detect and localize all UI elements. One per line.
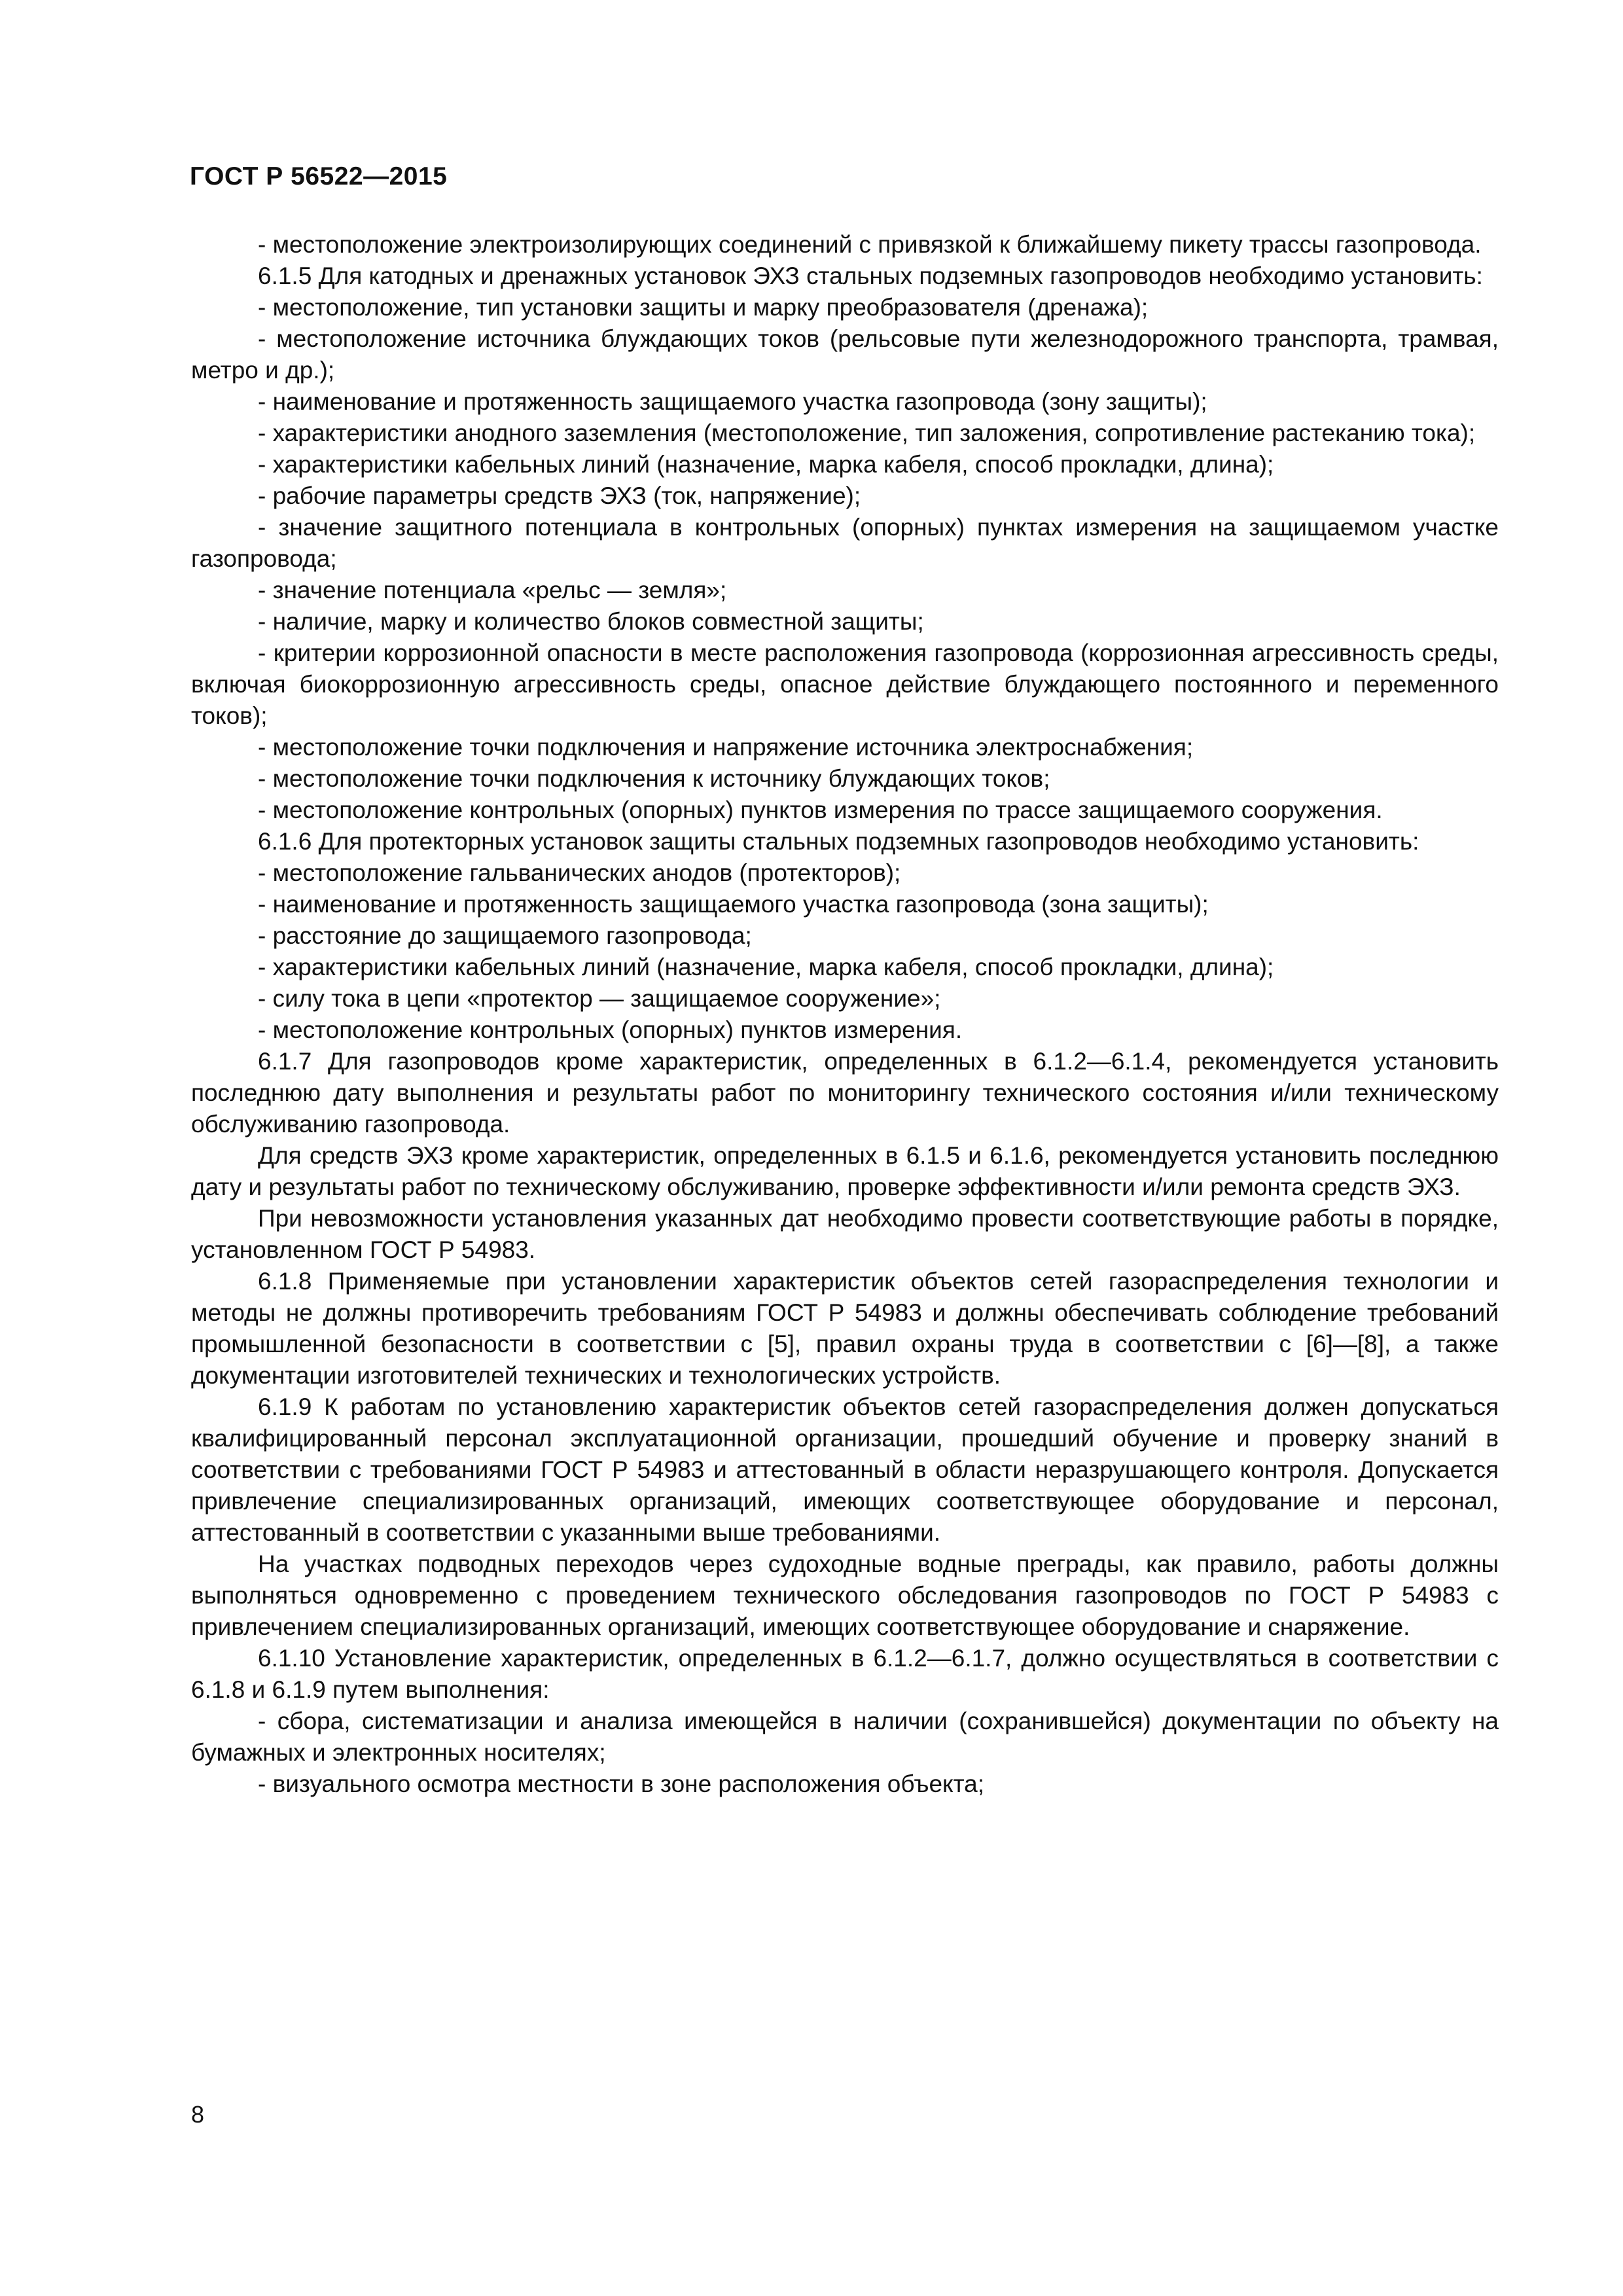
paragraph: - местоположение контрольных (опорных) пунктов измерения по трассе защищаемого сооружения. [258, 797, 1383, 823]
paragraph: 6.1.7 Для газопроводов кроме характеристик, определенных в 6.1.2—6.1.4, рекомендуется установить последнюю дату выполнения и результаты работ по мониторингу технического состояния и/или техническому обслуживанию газопровода. [191, 1048, 1499, 1138]
paragraph: - наименование и протяженность защищаемого участка газопровода (зону защиты); [258, 388, 1207, 415]
paragraph: - местоположение гальванических анодов (протекторов); [258, 859, 901, 886]
paragraph: - характеристики анодного заземления (местоположение, тип заложения, сопротивление растеканию тока); [258, 420, 1476, 446]
paragraph: - сбора, систематизации и анализа имеющейся в наличии (сохранившейся) документации по объекту на бумажных и электронных носителях; [191, 1708, 1499, 1766]
paragraph: - местоположение, тип установки защиты и марку преобразователя (дренажа); [258, 294, 1149, 321]
paragraph: - силу тока в цепи «протектор — защищаемое сооружение»; [258, 985, 941, 1012]
paragraph: Для средств ЭХЗ кроме характеристик, определенных в 6.1.5 и 6.1.6, рекомендуется установить последнюю дату и результаты работ по техническому обслуживанию, проверке эффективности и/или ремонта средств ЭХЗ. [191, 1142, 1499, 1200]
document-body [191, 229, 1499, 1800]
paragraph: При невозможности установления указанных дат необходимо провести соответствующие работы в порядке, установленном ГОСТ Р 54983. [191, 1205, 1499, 1263]
paragraph: - значение потенциала «рельс — земля»; [258, 577, 727, 603]
paragraph: - наличие, марку и количество блоков совместной защиты; [258, 608, 924, 635]
paragraph: - характеристики кабельных линий (назначение, марка кабеля, способ прокладки, длина); [258, 451, 1274, 478]
paragraph: - наименование и протяженность защищаемого участка газопровода (зона защиты); [258, 891, 1209, 918]
paragraph: - визуального осмотра местности в зоне расположения объекта; [258, 1770, 985, 1797]
paragraph: - местоположение точки подключения и напряжение источника электроснабжения; [258, 734, 1194, 761]
paragraph: - рабочие параметры средств ЭХЗ (ток, напряжение); [258, 482, 861, 509]
paragraph: 6.1.9 К работам по установлению характеристик объектов сетей газораспределения должен допускаться квалифицированный персонал эксплуатационной организации, прошедший обучение и проверку знаний в соответствии с требованиями ГОСТ Р 54983 и аттестованный в области неразрушающего контроля. Допускается привлечение специализированных организаций, имеющих соответствующее оборудование и персонал, аттестованный в соответствии с указанными выше требованиями. [191, 1393, 1499, 1546]
paragraph: - местоположение точки подключения к источнику блуждающих токов; [258, 765, 1050, 792]
paragraph: На участках подводных переходов через судоходные водные преграды, как правило, работы должны выполняться одновременно с проведением технического обследования газопроводов по ГОСТ Р 54983 с привлечением специализированных организаций, имеющих соответствующее оборудование и снаряжение. [191, 1551, 1499, 1640]
paragraph: 6.1.6 Для протекторных установок защиты стальных подземных газопроводов необходимо установить: [258, 828, 1419, 855]
paragraph: 6.1.8 Применяемые при установлении характеристик объектов сетей газораспределения технологии и методы не должны противоречить требованиям ГОСТ Р 54983 и должны обеспечивать соблюдение требований промышленной безопасности в соответствии с [5], правил охраны труда в соответствии с [6]—[8], а также документации изготовителей технических и технологических устройств. [191, 1268, 1499, 1389]
page-number: 8 [191, 2101, 205, 2128]
paragraph: - значение защитного потенциала в контрольных (опорных) пунктах измерения на защищаемом участке газопровода; [191, 514, 1499, 572]
paragraph: - расстояние до защищаемого газопровода; [258, 922, 752, 949]
paragraph: 6.1.10 Установление характеристик, определенных в 6.1.2—6.1.7, должно осуществляться в соответствии с 6.1.8 и 6.1.9 путем выполнения: [191, 1645, 1499, 1703]
paragraph: - критерии коррозионной опасности в месте расположения газопровода (коррозионная агрессивность среды, включая биокоррозионную агрессивность среды, опасное действие блуждающего постоянного и переменного токов); [191, 639, 1499, 729]
paragraph: 6.1.5 Для катодных и дренажных установок ЭХЗ стальных подземных газопроводов необходимо установить: [258, 262, 1483, 289]
paragraph: - местоположение источника блуждающих токов (рельсовые пути железнодорожного транспорта, трамвая, метро и др.); [191, 325, 1499, 384]
paragraph: - характеристики кабельных линий (назначение, марка кабеля, способ прокладки, длина); [258, 954, 1274, 980]
paragraph: - местоположение электроизолирующих соединений с привязкой к ближайшему пикету трассы газопровода. [258, 231, 1482, 258]
paragraph: - местоположение контрольных (опорных) пунктов измерения. [258, 1016, 963, 1043]
document-header: ГОСТ Р 56522—2015 [190, 162, 448, 190]
